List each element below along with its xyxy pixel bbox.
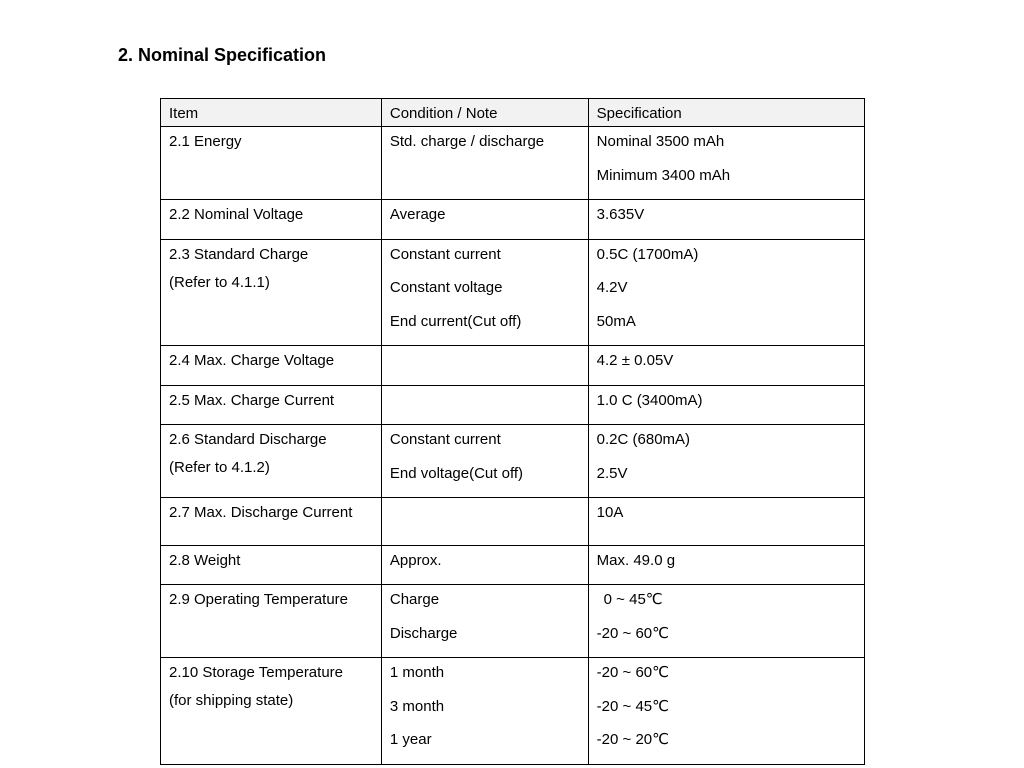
item-cell	[161, 658, 382, 765]
table-row	[161, 127, 865, 200]
spec-value: -20 ~ 60℃	[596, 624, 669, 642]
spec-value: -20 ~ 60℃	[596, 664, 669, 681]
item-label: 2.9 Operating Temperature	[169, 591, 348, 608]
item-label: 2.4 Max. Charge Voltage	[169, 352, 335, 369]
condition-cell	[381, 425, 588, 498]
spec-cell	[588, 346, 864, 386]
spec-value: 2.5V	[596, 464, 628, 482]
item-label: 2.5 Max. Charge Current	[169, 391, 335, 409]
spec-cell	[588, 658, 864, 765]
item-note: (Refer to 4.1.1)	[169, 273, 270, 291]
condition-text: Std. charge / discharge	[389, 133, 545, 150]
condition-text: Charge	[389, 591, 440, 608]
spec-value: 4.2 ± 0.05V	[596, 352, 674, 369]
table-row	[161, 658, 865, 765]
condition-cell	[381, 127, 588, 200]
spec-cell	[588, 385, 864, 425]
spec-cell	[588, 425, 864, 498]
spec-value: -20 ~ 20℃	[596, 731, 669, 748]
spec-cell	[588, 498, 864, 546]
spec-value: 4.2V	[596, 279, 628, 296]
item-cell	[161, 385, 382, 425]
condition-cell	[381, 239, 588, 346]
condition-text: End current(Cut off)	[389, 312, 522, 330]
spec-cell	[588, 239, 864, 346]
condition-text: Constant current	[389, 245, 501, 263]
spec-value: Max. 49.0 g	[596, 551, 676, 569]
spec-value: 10A	[596, 504, 624, 521]
item-cell	[161, 346, 382, 386]
spec-value: 3.635V	[596, 206, 645, 223]
condition-text: 1 month	[389, 664, 445, 681]
condition-text: Discharge	[389, 624, 458, 642]
spec-value: 1.0 C (3400mA)	[596, 391, 703, 409]
item-cell	[161, 545, 382, 585]
spec-value: -20 ~ 45℃	[596, 697, 669, 715]
table-row	[161, 239, 865, 346]
spec-cell	[588, 545, 864, 585]
spec-cell	[588, 127, 864, 200]
table-header-row	[161, 99, 865, 127]
condition-text: Average	[389, 206, 446, 223]
condition-cell	[381, 200, 588, 240]
header-item: Item	[161, 99, 382, 127]
table-row	[161, 385, 865, 425]
spec-value: 0.5C (1700mA)	[596, 245, 699, 263]
item-note: (for shipping state)	[169, 692, 294, 709]
item-cell	[161, 425, 382, 498]
section-heading: 2. Nominal Specification	[118, 45, 327, 65]
item-cell	[161, 239, 382, 346]
condition-text: Constant current	[389, 431, 501, 448]
specification-table	[160, 98, 865, 765]
item-label: 2.3 Standard Charge	[169, 245, 309, 263]
item-label: 2.8 Weight	[169, 551, 241, 569]
spec-value: Nominal 3500 mAh	[596, 133, 725, 150]
condition-cell	[381, 385, 588, 425]
item-cell	[161, 200, 382, 240]
condition-text: Constant voltage	[389, 279, 503, 296]
condition-text: 1 year	[389, 731, 432, 748]
header-specification: Specification	[588, 99, 864, 127]
item-cell	[161, 498, 382, 546]
spec-value: 0 ~ 45℃	[603, 591, 663, 608]
item-label: 2.7 Max. Discharge Current	[169, 504, 353, 521]
condition-cell	[381, 658, 588, 765]
item-label: 2.1 Energy	[169, 133, 242, 150]
condition-cell	[381, 545, 588, 585]
spec-cell	[588, 585, 864, 658]
item-note: (Refer to 4.1.2)	[169, 459, 270, 476]
table-row	[161, 425, 865, 498]
table-row	[161, 498, 865, 546]
spec-value: Minimum 3400 mAh	[596, 166, 731, 184]
spec-value: 50mA	[596, 312, 636, 330]
condition-cell	[381, 585, 588, 658]
condition-text: Approx.	[389, 551, 442, 569]
condition-cell	[381, 346, 588, 386]
condition-text: End voltage(Cut off)	[389, 464, 524, 482]
condition-cell	[381, 498, 588, 546]
table-row	[161, 545, 865, 585]
item-label: 2.6 Standard Discharge	[169, 431, 327, 448]
table-row	[161, 346, 865, 386]
item-label: 2.2 Nominal Voltage	[169, 206, 304, 223]
table-row	[161, 200, 865, 240]
item-cell	[161, 585, 382, 658]
spec-value: 0.2C (680mA)	[596, 431, 691, 448]
condition-text: 3 month	[389, 697, 445, 715]
item-label: 2.10 Storage Temperature	[169, 664, 344, 681]
item-cell	[161, 127, 382, 200]
spec-cell	[588, 200, 864, 240]
header-condition: Condition / Note	[381, 99, 588, 127]
table-row	[161, 585, 865, 658]
